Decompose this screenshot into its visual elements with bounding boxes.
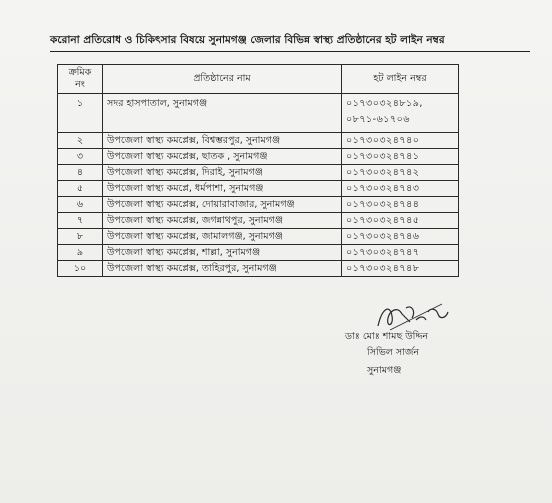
phone-cell: ০১৭৩০৩২৪৭৪৫ <box>342 213 459 229</box>
phone-cell: ০১৭৩০৩২৪৭৪৭ <box>342 245 459 261</box>
serial-cell: ৬ <box>58 197 103 213</box>
serial-cell: ৭ <box>58 213 103 229</box>
handwritten-signature <box>372 298 452 334</box>
table-row <box>58 165 459 181</box>
phone-cell: ০১৭৩০৩২৪৭৪৮ <box>342 261 459 277</box>
name-cell: উপজেলা স্বাস্থ্য কমপ্লেক্স, তাহিরপুর, সুনামগঞ্জ <box>103 261 342 277</box>
name-cell: উপজেলা স্বাস্থ্য কমপ্লেক্স, জামালগঞ্জ, সুনামগঞ্জ <box>103 229 342 245</box>
name-cell: উপজেলা স্বাস্থ্য কমপ্লেক্স, জগন্নাথপুর, সুনামগঞ্জ <box>103 213 342 229</box>
signatory-district: সুনামগঞ্জ <box>367 365 402 376</box>
serial-cell: ৮ <box>58 229 103 245</box>
table-row <box>58 261 459 277</box>
table-row <box>58 229 459 245</box>
signatory-designation: সিভিল সার্জন <box>367 347 420 358</box>
serial-cell: ৪ <box>58 165 103 181</box>
name-header: প্রতিষ্ঠানের নাম <box>103 65 342 94</box>
table-row <box>58 245 459 261</box>
name-cell: উপজেলা স্বাস্থ্য কমপ্লেক্স, ছাতক , সুনামগঞ্জ <box>103 149 342 165</box>
table-row <box>58 213 459 229</box>
serial-header-line2: নং <box>75 79 85 90</box>
serial-cell: ১ <box>58 94 103 133</box>
serial-header <box>58 65 103 94</box>
phone-number-landline: ০৮৭১-৬১৭০৬ <box>346 114 410 125</box>
phone-cell: ০১৭৩০৩২৪৭৪৩ <box>342 181 459 197</box>
phone-cell: ০১৭৩০৩২৪৭৪২ <box>342 165 459 181</box>
phone-cell: ০১৭৩০৩২৪৭৪০ <box>342 133 459 149</box>
signatory-name: ডাঃ মোঃ শামছ উদ্দিন <box>345 331 429 342</box>
phone-cell: ০১৭৩০৩২৪৭৪৪ <box>342 197 459 213</box>
table-row <box>58 133 459 149</box>
phone-header: হট লাইন নম্বর <box>342 65 459 94</box>
serial-cell: ৫ <box>58 181 103 197</box>
document-title: করোনা প্রতিরোধ ও চিকিৎসার বিষয়ে সুনামগঞ্জ জেলার বিভিন্ন স্বাস্থ্য প্রতিষ্ঠানের হট লাইন নম্বর <box>50 33 530 52</box>
table-header-row <box>58 65 459 94</box>
serial-cell: ৩ <box>58 149 103 165</box>
table-row <box>58 149 459 165</box>
serial-header-line1: ক্রমিক <box>68 67 92 78</box>
table-row <box>58 197 459 213</box>
phone-number: ০১৭৩০৩২৪৮১৯, <box>346 98 423 109</box>
serial-cell: ১০ <box>58 261 103 277</box>
table-row <box>58 94 459 133</box>
serial-cell: ৯ <box>58 245 103 261</box>
table-row <box>58 181 459 197</box>
name-cell: উপজেলা স্বাস্থ্য কমপ্লে, ধর্মপাশা, সুনামগঞ্জ <box>103 181 342 197</box>
name-cell: উপজেলা স্বাস্থ্য কমপ্লেক্স, দিরাই, সুনামগঞ্জ <box>103 165 342 181</box>
serial-cell: ২ <box>58 133 103 149</box>
phone-cell: ০১৭৩০৩২৪৭৪১ <box>342 149 459 165</box>
name-cell: সদর হাসপাতাল, সুনামগঞ্জ <box>103 94 342 133</box>
name-cell: উপজেলা স্বাস্থ্য কমপ্লেক্স, বিশ্বম্ভরপুর, সুনামগঞ্জ <box>103 133 342 149</box>
phone-cell: ০১৭৩০৩২৪৭৪৬ <box>342 229 459 245</box>
phone-cell <box>342 94 459 133</box>
name-cell: উপজেলা স্বাস্থ্য কমপ্লেক্স, শাল্লা, সুনামগঞ্জ <box>103 245 342 261</box>
hotline-table <box>57 64 459 277</box>
name-cell: উপজেলা স্বাস্থ্য কমপ্লেক্স, দোয়ারাবাজার, সুনামগঞ্জ <box>103 197 342 213</box>
